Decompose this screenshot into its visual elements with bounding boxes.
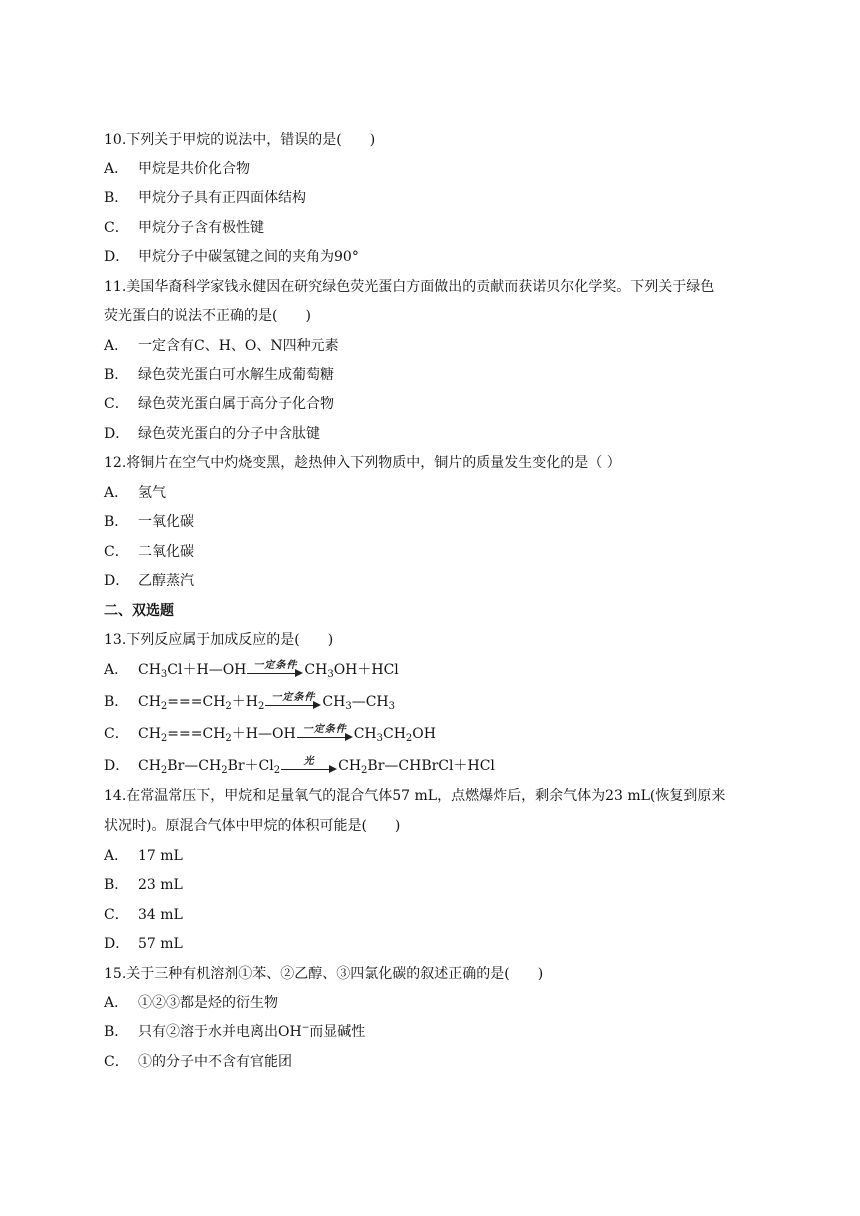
q11-option-c: C． 绿色荧光蛋白属于高分子化合物	[104, 396, 334, 412]
q13-option-b: B． $CH_2===CH_2+H_2$ 一定条件 $CH_3—CH_3$	[104, 692, 395, 712]
q12-option-d: D． 乙醇蒸汽	[104, 573, 194, 589]
q10-stem: 10.下列关于甲烷的说法中，错误的是( )	[104, 132, 376, 148]
q11-stem-line2: 荧光蛋白的说法不正确的是( )	[104, 308, 311, 324]
light-arrow: 光	[281, 756, 337, 776]
q13-option-d: D． $CH_2Br—CH_2Br+Cl_2$ 光 $CH_2Br—CHBrCl+HCl$	[104, 756, 495, 776]
q13-stem: 13.下列反应属于加成反应的是( )	[104, 632, 334, 648]
condition-arrow: 一定条件	[297, 724, 353, 744]
q10-option-b: B． 甲烷分子具有正四面体结构	[104, 190, 306, 206]
q10-option-a: A． 甲烷是共价化合物	[104, 161, 250, 177]
q10-option-c: C． 甲烷分子含有极性键	[104, 220, 264, 236]
q12-option-c: C． 二氧化碳	[104, 544, 194, 560]
q14-stem-line1: 14.在常温常压下，甲烷和足量氧气的混合气体57 mL，点燃爆炸后，剩余气体为23 mL(恢复到原来	[104, 788, 726, 804]
condition-arrow: 一定条件	[265, 692, 321, 712]
q14-option-d: D． 57 mL	[104, 936, 183, 952]
q15-option-b: B． 只有②溶于水并电离出OH−而显碱性	[104, 1023, 366, 1040]
q10-option-d: D． 甲烷分子中碳氢键之间的夹角为90°	[104, 249, 359, 265]
section-heading-double-choice: 二、双选题	[104, 603, 174, 619]
q14-option-a: A． 17 mL	[104, 848, 183, 864]
q12-stem: 12.将铜片在空气中灼烧变黑，趁热伸入下列物质中，铜片的质量发生变化的是（ ）	[104, 455, 621, 471]
q11-stem-line1: 11.美国华裔科学家钱永健因在研究绿色荧光蛋白方面做出的贡献而获诺贝尔化学奖。下列关于绿色	[104, 279, 715, 295]
q15-option-a: A． ①②③都是烃的衍生物	[104, 995, 278, 1011]
q15-option-c: C． ①的分子中不含有官能团	[104, 1054, 292, 1070]
q14-option-b: B． 23 mL	[104, 877, 183, 893]
q12-option-b: B． 一氧化碳	[104, 514, 194, 530]
q11-option-d: D． 绿色荧光蛋白的分子中含肽键	[104, 426, 320, 442]
q13-option-a: A． $CH_3Cl+H—OH$ 一定条件 $CH_3OH+HCl$	[104, 660, 399, 680]
condition-arrow: 一定条件	[247, 660, 303, 680]
q14-stem-line2: 状况时)。原混合气体中甲烷的体积可能是( )	[104, 818, 401, 834]
q11-option-a: A． 一定含有C、H、O、N四种元素	[104, 338, 339, 354]
q14-option-c: C． 34 mL	[104, 907, 183, 923]
q12-option-a: A． 氢气	[104, 485, 166, 501]
q13-option-c: C． $CH_2===CH_2+H—OH$ 一定条件 $CH_3CH_2OH$	[104, 724, 436, 744]
q11-option-b: B． 绿色荧光蛋白可水解生成葡萄糖	[104, 367, 334, 383]
q15-stem: 15.关于三种有机溶剂①苯、②乙醇、③四氯化碳的叙述正确的是( )	[104, 966, 544, 982]
